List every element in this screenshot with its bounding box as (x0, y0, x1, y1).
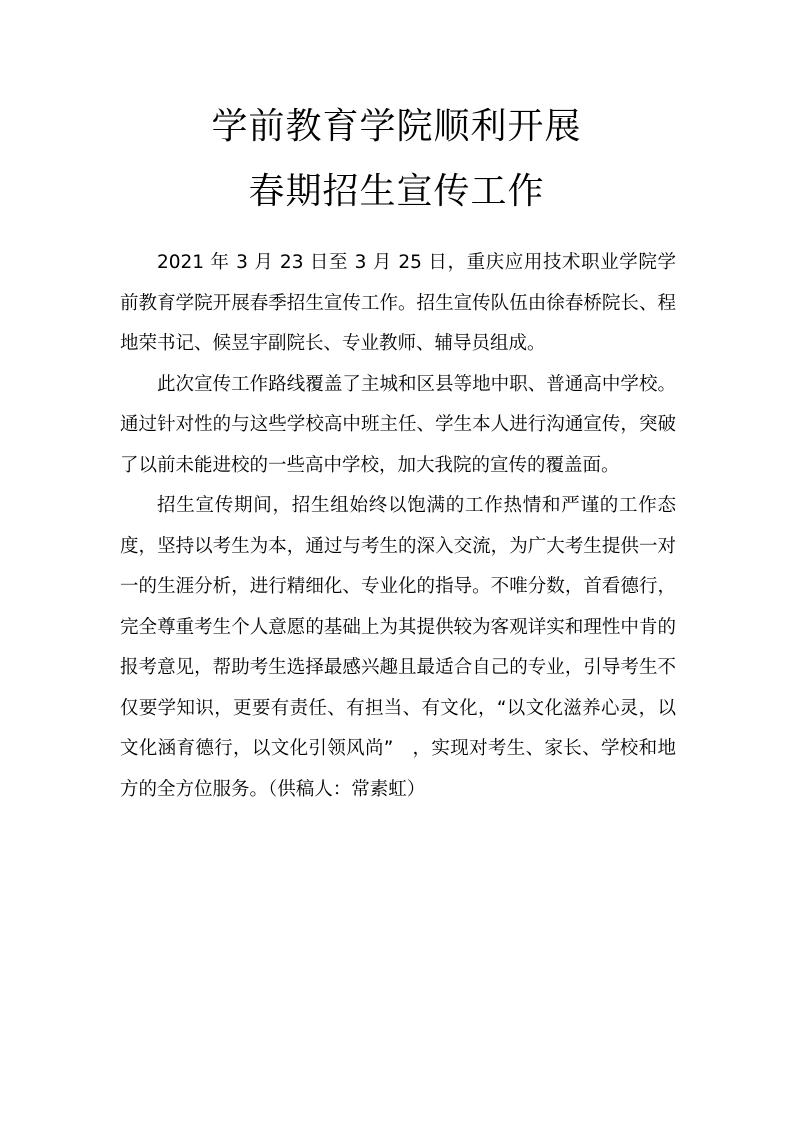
paragraph-1: 2021 年 3 月 23 日至 3 月 25 日，重庆应用技术职业学院学前教育学院开展春季招生宣传工作。招生宣传队伍由徐春桥院长、程地荣书记、候昱宇副院长、专业教师、辅导员组成。 (120, 252, 676, 354)
document-title-line-2: 春期招生宣传工作 (248, 171, 545, 212)
document-title-line-1: 学前教育学院顺利开展 (211, 106, 582, 147)
paragraph-2: 此次宣传工作路线覆盖了主城和区县等地中职、普通高中学校。通过针对性的与这些学校高中班主任、学生本人进行沟通宣传，突破了以前未能进校的一些高中学校，加大我院的宣传的覆盖面。 (120, 373, 676, 476)
document-body (120, 243, 676, 810)
paragraph-3: 招生宣传期间，招生组始终以饱满的工作热情和严谨的工作态度，坚持以考生为本，通过与考生的深入交流，为广大考生提供一对一的生涯分析，进行精细化、专业化的指导。不唯分数，首看德行，完全尊重考生个人意愿的基础上为其提供较为客观详实和理性中肯的报考意见，帮助考生选择最感兴趣且最适合自己的专业，引导考生不仅要学知识，更要有责任、有担当、有文化，“以文化滋养心灵，以文化涵育德行，以文化引领风尚” ，实现对考生、家长、学校和地方的全方位服务。（供稿人：常素虹） (120, 495, 676, 800)
